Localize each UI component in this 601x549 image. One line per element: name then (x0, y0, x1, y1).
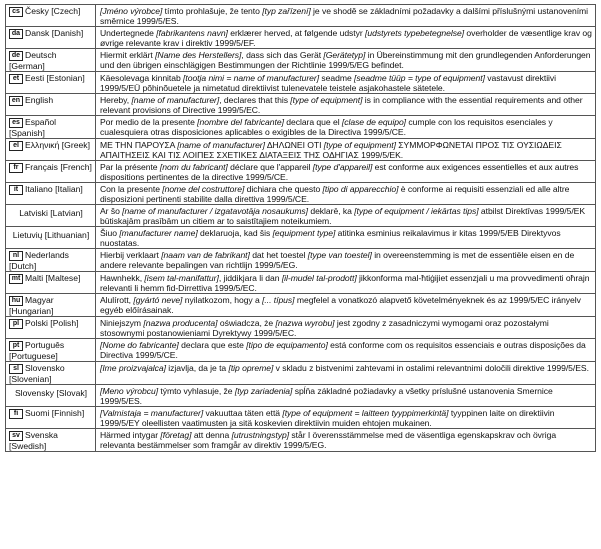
placeholder-text: [nome del costruttore] (162, 184, 245, 194)
language-code-icon: pl (9, 319, 23, 329)
placeholder-text: [type of equipment] (290, 95, 363, 105)
declaration-text: dat het toestel (249, 250, 308, 260)
table-row (6, 139, 596, 161)
language-label: Česky [Czech] (25, 6, 81, 16)
placeholder-text: [udstyrets typebetegnelse] (365, 28, 465, 38)
declaration-text: ΔΗΛΩΝΕΙ ΟΤΙ (264, 140, 324, 150)
placeholder-text: [clase de equipo] (341, 117, 407, 127)
declaration-text: Alulírott, (100, 295, 134, 305)
declaration-text: atitinka esminius reikalavimus ir kitas 1999/5/EB Direktyvos nuostatas. (100, 228, 561, 248)
declaration-text-cell (96, 407, 596, 429)
declaration-of-conformity-table (5, 4, 596, 452)
placeholder-text: [typ zařízení] (262, 6, 311, 16)
declaration-text: deklarē, ka (308, 206, 355, 216)
placeholder-text: [... típus] (262, 295, 295, 305)
declaration-text: spĺňa základné požiadavky a všetky príslušné ustanovenia Smernice 1999/5/ES. (100, 386, 553, 406)
language-code-icon: en (9, 96, 23, 106)
declaration-text: týmto vyhlasuje, že (158, 386, 235, 396)
language-cell (6, 183, 96, 205)
placeholder-text: [tipo de equipamento] (246, 340, 328, 350)
declaration-text: atbilst Direktīvas 1999/5/EK būtiskajām prasībām un citiem ar to saistītajiem noteikumiem. (100, 206, 586, 226)
language-code-icon: hu (9, 296, 23, 306)
declaration-text: Por medio de la presente (100, 117, 198, 127)
declaration-text: seadme (319, 73, 355, 83)
language-label: Eesti [Estonian] (25, 73, 85, 83)
declaration-text: att denna (191, 430, 232, 440)
language-code-icon: sl (9, 364, 23, 374)
placeholder-text: [nazwa wyrobu] (275, 318, 335, 328)
declaration-text: is in compliance with the essential requirements and other relevant provisions of Directive 1999/5/EC. (100, 95, 583, 115)
table-row (6, 5, 596, 27)
declaration-text: tímto prohlašuje, že tento (162, 6, 263, 16)
table-row (6, 294, 596, 317)
language-code-icon: et (9, 74, 23, 84)
declaration-text-cell (96, 161, 596, 183)
declaration-text-cell (96, 339, 596, 362)
declaration-text: cumple con los requisitos esenciales y cualesquiera otras disposiciones aplicables o exigibles de la Directiva 1999/5/CE. (100, 117, 553, 137)
table-row (6, 27, 596, 49)
declaration-text: declara que el (283, 117, 342, 127)
declaration-text: ΜΕ ΤΗΝ ΠΑΡΟΥΣΑ (100, 140, 178, 150)
language-label: Suomi [Finnish] (25, 408, 85, 418)
language-cell (6, 205, 96, 227)
table-row (6, 429, 596, 452)
language-cell (6, 249, 96, 272)
placeholder-text: [fabrikantens navn] (156, 28, 228, 38)
placeholder-text: [tipo di apparecchio] (322, 184, 399, 194)
declaration-text-cell (96, 429, 596, 452)
placeholder-text: [utrustningstyp] (231, 430, 290, 440)
language-cell (6, 49, 96, 72)
language-label: Svenska [Swedish] (9, 430, 58, 451)
declaration-text-cell (96, 139, 596, 161)
declaration-text-cell (96, 205, 596, 227)
language-label: Italiano [Italian] (25, 184, 83, 194)
placeholder-text: [seadme tüüp = type of equipment] (354, 73, 485, 83)
language-code-icon: cs (9, 7, 23, 17)
language-label: Français [French] (25, 162, 92, 172)
table-row (6, 317, 596, 339)
table-row (6, 362, 596, 385)
declaration-text: , dass sich das Gerät (241, 50, 324, 60)
declaration-text-cell (96, 385, 596, 407)
declaration-text-cell (96, 27, 596, 49)
placeholder-text: [Name des Herstellers] (155, 50, 242, 60)
declaration-text-cell (96, 183, 596, 205)
language-cell (6, 385, 96, 407)
language-cell (6, 227, 96, 249)
placeholder-text: [företag] (160, 430, 192, 440)
declaration-text: Par la présente (100, 162, 160, 172)
language-label: Dansk [Danish] (25, 28, 84, 38)
language-cell (6, 362, 96, 385)
language-label: Nederlands [Dutch] (9, 250, 69, 271)
declaration-text: erklærer herved, at følgende udstyr (227, 28, 366, 38)
declaration-text: overholder de væsentlige krav og øvrige relevante krav i direktiv 1999/5/EF. (100, 28, 592, 48)
declaration-text: nyilatkozom, hogy a (182, 295, 263, 305)
table-row (6, 161, 596, 183)
declaration-text-cell (96, 227, 596, 249)
declaration-text: Hierbij verklaart (100, 250, 162, 260)
language-label: Magyar [Hungarian] (9, 295, 54, 316)
declaration-text: jest zgodny z zasadniczymi wymogami oraz pozostałymi stosownymi postanowieniami Dyrektywy 1999/5/EC. (100, 318, 549, 338)
declaration-text: è conforme ai requisiti essenziali ed alle altre disposizioni pertinenti stabilite dalla direttiva 1999/5/CE. (100, 184, 570, 204)
placeholder-text: [manufacturer name] (119, 228, 198, 238)
table-row (6, 72, 596, 94)
declaration-text: deklaruoja, kad šis (197, 228, 273, 238)
language-label: Malti [Maltese] (25, 273, 81, 283)
declaration-text: izjavlja, da je ta (165, 363, 229, 373)
language-code-icon: pt (9, 341, 23, 351)
table-row (6, 49, 596, 72)
table-row (6, 183, 596, 205)
language-code-icon: mt (9, 274, 23, 284)
declaration-text: v skladu z bistvenimi zahtevami in ostalimi relevantnimi določili direktive 1999/5/ES. (273, 363, 589, 373)
declaration-text: vakuuttaa täten että (203, 408, 283, 418)
language-code-icon: nl (9, 251, 23, 261)
declaration-text: vastavust direktiivi 1999/5/EÜ põhinõuetele ja nimetatud direktiivist tulenevatele teistele asjakohastele sätetele. (100, 73, 557, 93)
placeholder-text: [name of manufacturer] (131, 95, 220, 105)
language-cell (6, 139, 96, 161)
language-table (5, 4, 596, 452)
language-cell (6, 94, 96, 116)
placeholder-text: [Gerätetyp] (323, 50, 366, 60)
declaration-text: Hereby, (100, 95, 132, 105)
placeholder-text: [type of equipment] (323, 140, 396, 150)
placeholder-text: [Nome do fabricante] (100, 340, 179, 350)
table-row (6, 116, 596, 139)
language-label: Slovensky [Slovak] (14, 388, 88, 398)
table-row (6, 407, 596, 429)
declaration-text: Käesolevaga kinnitab (100, 73, 184, 83)
declaration-text: in Übereinstimmung mit den grundlegenden Anforderungen und den übrigen einschlägigen Bestimmungen der Richtlinie 1999/5/EG befindet. (100, 50, 591, 70)
placeholder-text: [Valmistaja = manufacturer] (100, 408, 204, 418)
language-cell (6, 339, 96, 362)
declaration-text: está conforme com os requisitos essenciais e outras disposições da Directiva 1999/5/CE. (100, 340, 586, 360)
language-label: Lietuvių [Lithuanian] (12, 230, 90, 240)
declaration-text: Hiermit erklärt (100, 50, 156, 60)
table-row (6, 272, 596, 294)
placeholder-text: [nombre del fabricante] (197, 117, 284, 127)
language-code-icon: el (9, 141, 23, 151)
declaration-text: Niniejszym (100, 318, 144, 328)
declaration-text: in overeenstemming is met de essentiële eisen en de andere relevante bepalingen van richtlijn 1999/5/EG. (100, 250, 575, 270)
placeholder-text: [equipment type] (272, 228, 336, 238)
declaration-text: dichiara che questo (244, 184, 323, 194)
placeholder-text: [naam van de fabrikant] (161, 250, 250, 260)
language-cell (6, 429, 96, 452)
language-cell (6, 317, 96, 339)
language-label: English (25, 95, 54, 105)
declaration-text: declara que este (178, 340, 247, 350)
language-cell (6, 27, 96, 49)
language-cell (6, 407, 96, 429)
placeholder-text: [name of manufacturer / izgatavotāja nosaukums] (122, 206, 309, 216)
placeholder-text: [tootja nimi = name of manufacturer] (183, 73, 320, 83)
declaration-text-cell (96, 94, 596, 116)
language-cell (6, 294, 96, 317)
placeholder-text: [gyártó neve] (133, 295, 183, 305)
placeholder-text: [type of equipment = laitteen tyyppimerkintä] (282, 408, 449, 418)
declaration-text-cell (96, 272, 596, 294)
declaration-text: oświadcza, że (217, 318, 276, 328)
language-code-icon: de (9, 51, 23, 61)
placeholder-text: [Ime proizvajalca] (100, 363, 166, 373)
language-cell (6, 272, 96, 294)
language-code-icon: da (9, 29, 23, 39)
table-row (6, 385, 596, 407)
language-label: Latviski [Latvian] (19, 208, 83, 218)
placeholder-text: [type van toestel] (307, 250, 372, 260)
language-code-icon: it (9, 185, 23, 195)
declaration-text-cell (96, 116, 596, 139)
declaration-text-cell (96, 5, 596, 27)
declaration-text-cell (96, 317, 596, 339)
table-row (6, 249, 596, 272)
table-row (6, 227, 596, 249)
language-label: Deutsch [German] (9, 50, 57, 71)
placeholder-text: [Jméno výrobce] (100, 6, 163, 16)
language-code-icon: fi (9, 409, 23, 419)
declaration-text: megfelel a vonatkozó alapvető követelményeknek és az 1999/5/EC irányelv egyéb előírásainak. (100, 295, 581, 315)
declaration-text: est conforme aux exigences essentielles et aux autres dispositions pertinentes de la directive 1999/5/CE. (100, 162, 579, 182)
language-label: Português [Portuguese] (9, 340, 65, 361)
placeholder-text: [isem tal-manifattur] (144, 273, 219, 283)
language-cell (6, 116, 96, 139)
language-label: Slovensko [Slovenian] (9, 363, 65, 384)
declaration-text-cell (96, 249, 596, 272)
declaration-text: Šiuo (100, 228, 120, 238)
declaration-text: je ve shodě se základními požadavky a dalšími příslušnými ustanoveními směrnice 1999/5/ES. (100, 6, 589, 26)
placeholder-text: [type of equipment / iekārtas tips] (354, 206, 479, 216)
language-cell (6, 72, 96, 94)
declaration-text-cell (96, 294, 596, 317)
declaration-text: jikkonforma mal-ħtiġijiet essenzjali u ma provvedimenti oħrajn relevanti li hemm fid-Dirrettiva 1999/5/EC. (100, 273, 590, 293)
language-cell (6, 161, 96, 183)
declaration-text: déclare que l'appareil (227, 162, 313, 172)
declaration-text: Con la presente (100, 184, 163, 194)
declaration-text: Ar šo (100, 206, 123, 216)
language-label: Polski [Polish] (25, 318, 79, 328)
placeholder-text: [nazwa producenta] (143, 318, 218, 328)
placeholder-text: [typ zariadenia] (234, 386, 293, 396)
declaration-text-cell (96, 72, 596, 94)
table-row (6, 205, 596, 227)
placeholder-text: [type d'appareil] (312, 162, 373, 172)
language-code-icon: sv (9, 431, 23, 441)
language-cell (6, 5, 96, 27)
declaration-text: tyyppinen laite on direktiivin 1999/5/EY oleellisten vaatimusten ja sitä koskevien direktiivin muiden ehtojen mukainen. (100, 408, 555, 428)
declaration-text-cell (96, 49, 596, 72)
placeholder-text: [nom du fabricant] (159, 162, 228, 172)
declaration-text: , jiddikjara li dan (218, 273, 282, 283)
declaration-text: Undertegnede (100, 28, 157, 38)
declaration-text: Hawnhekk, (100, 273, 145, 283)
table-row (6, 94, 596, 116)
declaration-text: Härmed intygar (100, 430, 161, 440)
placeholder-text: [tip opreme] (228, 363, 274, 373)
declaration-text: står I överensstämmelse med de väsentliga egenskapskrav och övriga relevanta bestämmelser som framgår av direktiv 1999/5/EG. (100, 430, 557, 450)
language-code-icon: es (9, 118, 23, 128)
language-code-icon: fr (9, 163, 23, 173)
placeholder-text: [Meno výrobcu] (100, 386, 159, 396)
declaration-text: ΣΥΜΜΟΡΦΩΝΕΤΑΙ ΠΡΟΣ ΤΙΣ ΟΥΣΙΩΔΕΙΣ ΑΠΑΙΤΗΣΕΙΣ ΚΑΙ ΤΙΣ ΛΟΙΠΕΣ ΣΧΕΤΙΚΕΣ ΔΙΑΤΑΞΕΙΣ ΤΗΣ ΟΔΗΓΙΑΣ 1999/5/ΕΚ. (100, 140, 562, 160)
placeholder-text: [il-mudel tal-prodott] (281, 273, 357, 283)
declaration-text-cell (96, 362, 596, 385)
declaration-text: , declares that this (219, 95, 291, 105)
placeholder-text: [name of manufacturer] (177, 140, 265, 150)
language-label: Ελληνική [Greek] (25, 140, 90, 150)
table-row (6, 339, 596, 362)
language-label: Español [Spanish] (9, 117, 57, 138)
